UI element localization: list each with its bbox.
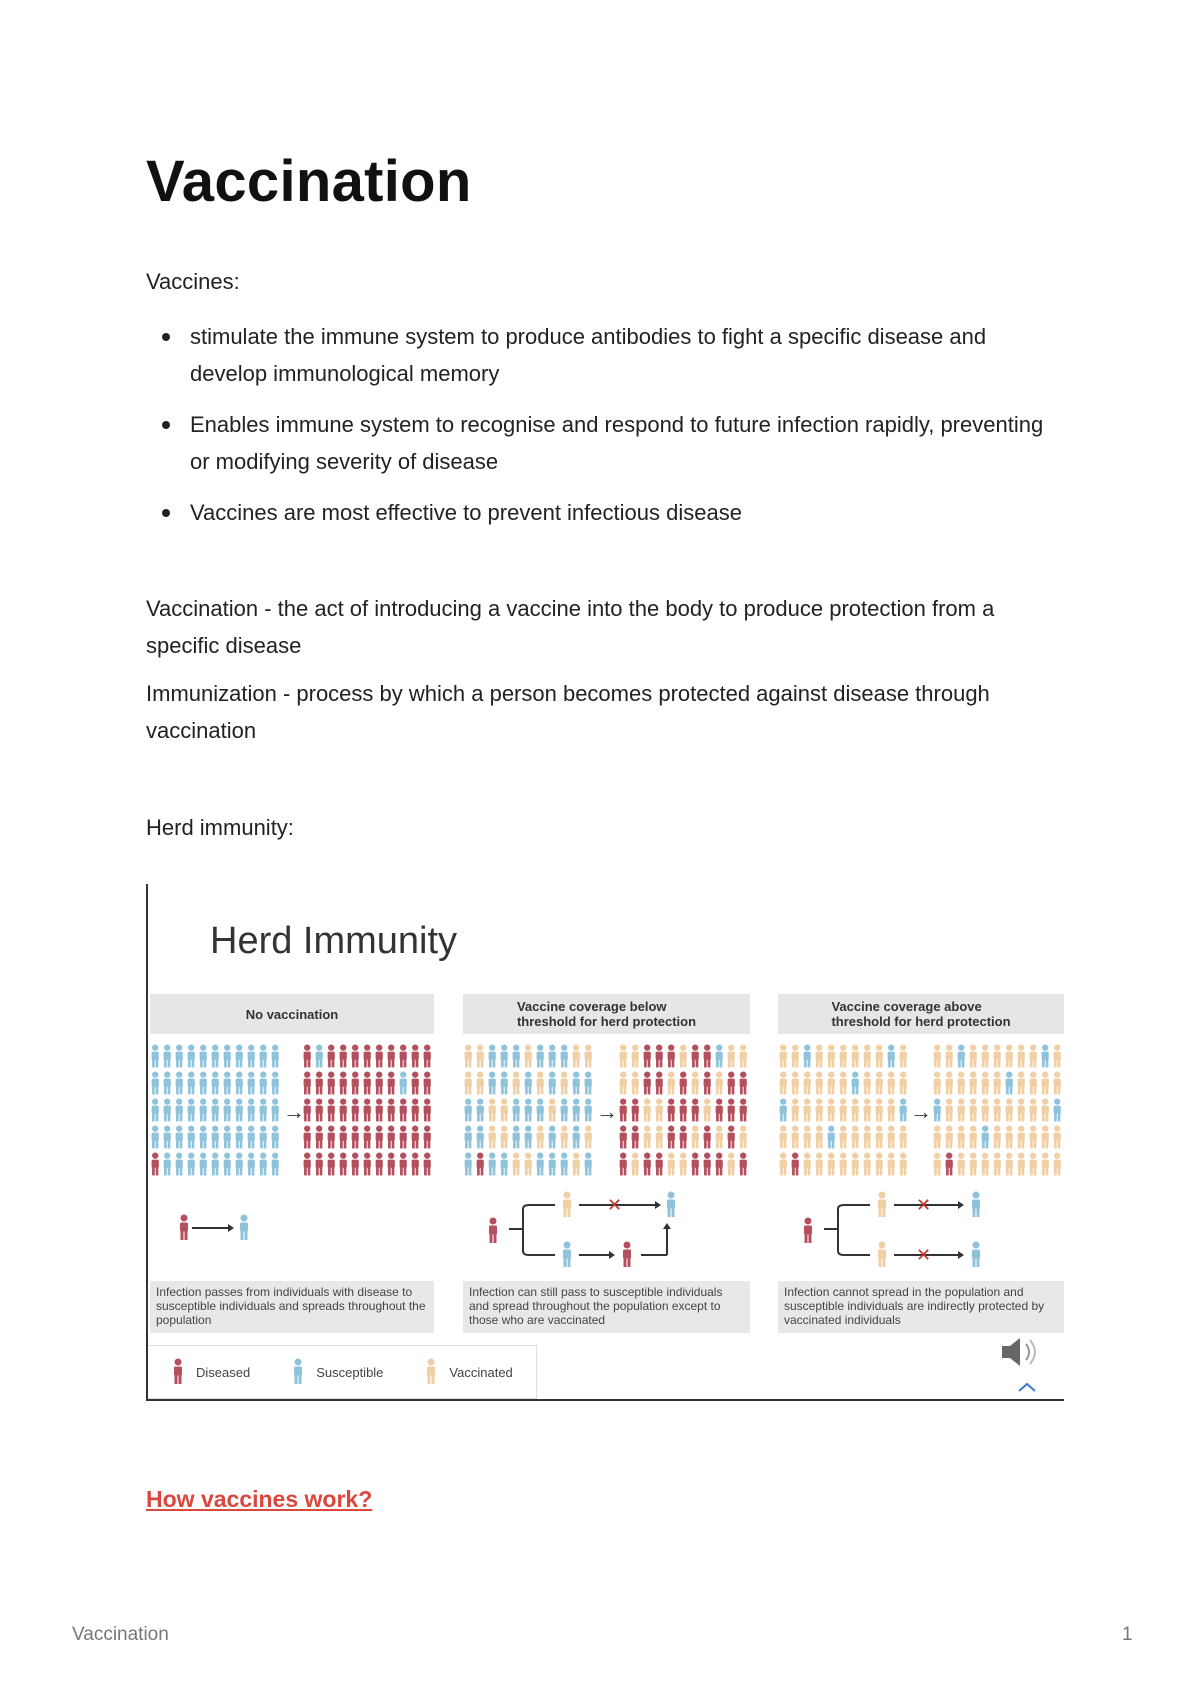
page-number: 1 <box>1122 1624 1133 1645</box>
speaker-icon[interactable] <box>998 1332 1044 1372</box>
vaccines-intro: Vaccines: <box>146 269 240 294</box>
people-grid <box>302 1044 434 1182</box>
herd-immunity-label: Herd immunity: <box>146 815 294 840</box>
figure-legend <box>148 1345 537 1399</box>
population-grid-before <box>150 1044 282 1182</box>
immunization-definition: Immunization - process by which a person becomes protected against disease through vaccination <box>146 681 990 743</box>
legend-item-susceptible: Susceptible <box>290 1358 383 1386</box>
population-grid-after <box>302 1044 434 1182</box>
svg-text:✕: ✕ <box>916 1245 932 1265</box>
arrow-icon: → <box>910 1099 932 1124</box>
footer-document-title: Vaccination <box>72 1624 169 1645</box>
population-grid-before <box>463 1044 595 1182</box>
panel-heading-no-vaccination: No vaccination <box>150 994 434 1034</box>
transmission-diagram-above-threshold <box>798 1189 998 1279</box>
panel-caption: Infection cannot spread in the population and susceptible individuals are indirectly protected by vaccinated individuals <box>778 1281 1064 1333</box>
people-grid <box>150 1044 282 1182</box>
legend-item-vaccinated: Vaccinated <box>423 1358 512 1386</box>
person-icon <box>170 1358 186 1386</box>
transmission-diagram-no-vaccination <box>168 1204 258 1254</box>
panel-caption: Infection can still pass to susceptible individuals and spread throughout the population except to those who are vaccinated <box>463 1281 750 1333</box>
bullet-item: Enables immune system to recognise and respond to future infection rapidly, preventing or modifying severity of disease <box>146 406 1046 480</box>
person-icon <box>423 1358 439 1386</box>
transmission-diagram-below-threshold <box>483 1189 693 1279</box>
population-grid-after <box>932 1044 1064 1182</box>
svg-text:✕: ✕ <box>916 1195 932 1215</box>
panel-caption: Infection passes from individuals with disease to susceptible individuals and spreads throughout the population <box>150 1281 434 1333</box>
chevron-up-icon[interactable] <box>1014 1379 1040 1395</box>
svg-text:✕: ✕ <box>607 1195 623 1215</box>
population-grid-before <box>778 1044 910 1182</box>
legend-item-diseased: Diseased <box>170 1358 250 1386</box>
vaccine-bullet-list <box>146 318 1046 545</box>
people-grid <box>778 1044 910 1182</box>
panel-heading-below-threshold: Vaccine coverage below threshold for herd protection <box>463 994 750 1034</box>
people-grid <box>618 1044 750 1182</box>
arrow-icon: → <box>596 1099 618 1124</box>
herd-immunity-figure <box>146 884 1064 1401</box>
bullet-item: stimulate the immune system to produce antibodies to fight a specific disease and develop immunological memory <box>146 318 1046 392</box>
page-title: Vaccination <box>146 149 472 214</box>
people-grid <box>463 1044 595 1182</box>
vaccination-definition: Vaccination - the act of introducing a vaccine into the body to produce protection from a specific disease <box>146 596 995 658</box>
bullet-item: Vaccines are most effective to prevent infectious disease <box>146 494 1046 531</box>
how-vaccines-work-link[interactable]: How vaccines work? <box>146 1486 373 1512</box>
panel-heading-above-threshold: Vaccine coverage above threshold for herd protection <box>778 994 1064 1034</box>
arrow-icon: → <box>283 1099 305 1124</box>
people-grid <box>932 1044 1064 1182</box>
person-icon <box>290 1358 306 1386</box>
population-grid-after <box>618 1044 750 1182</box>
figure-title: Herd Immunity <box>210 920 458 962</box>
